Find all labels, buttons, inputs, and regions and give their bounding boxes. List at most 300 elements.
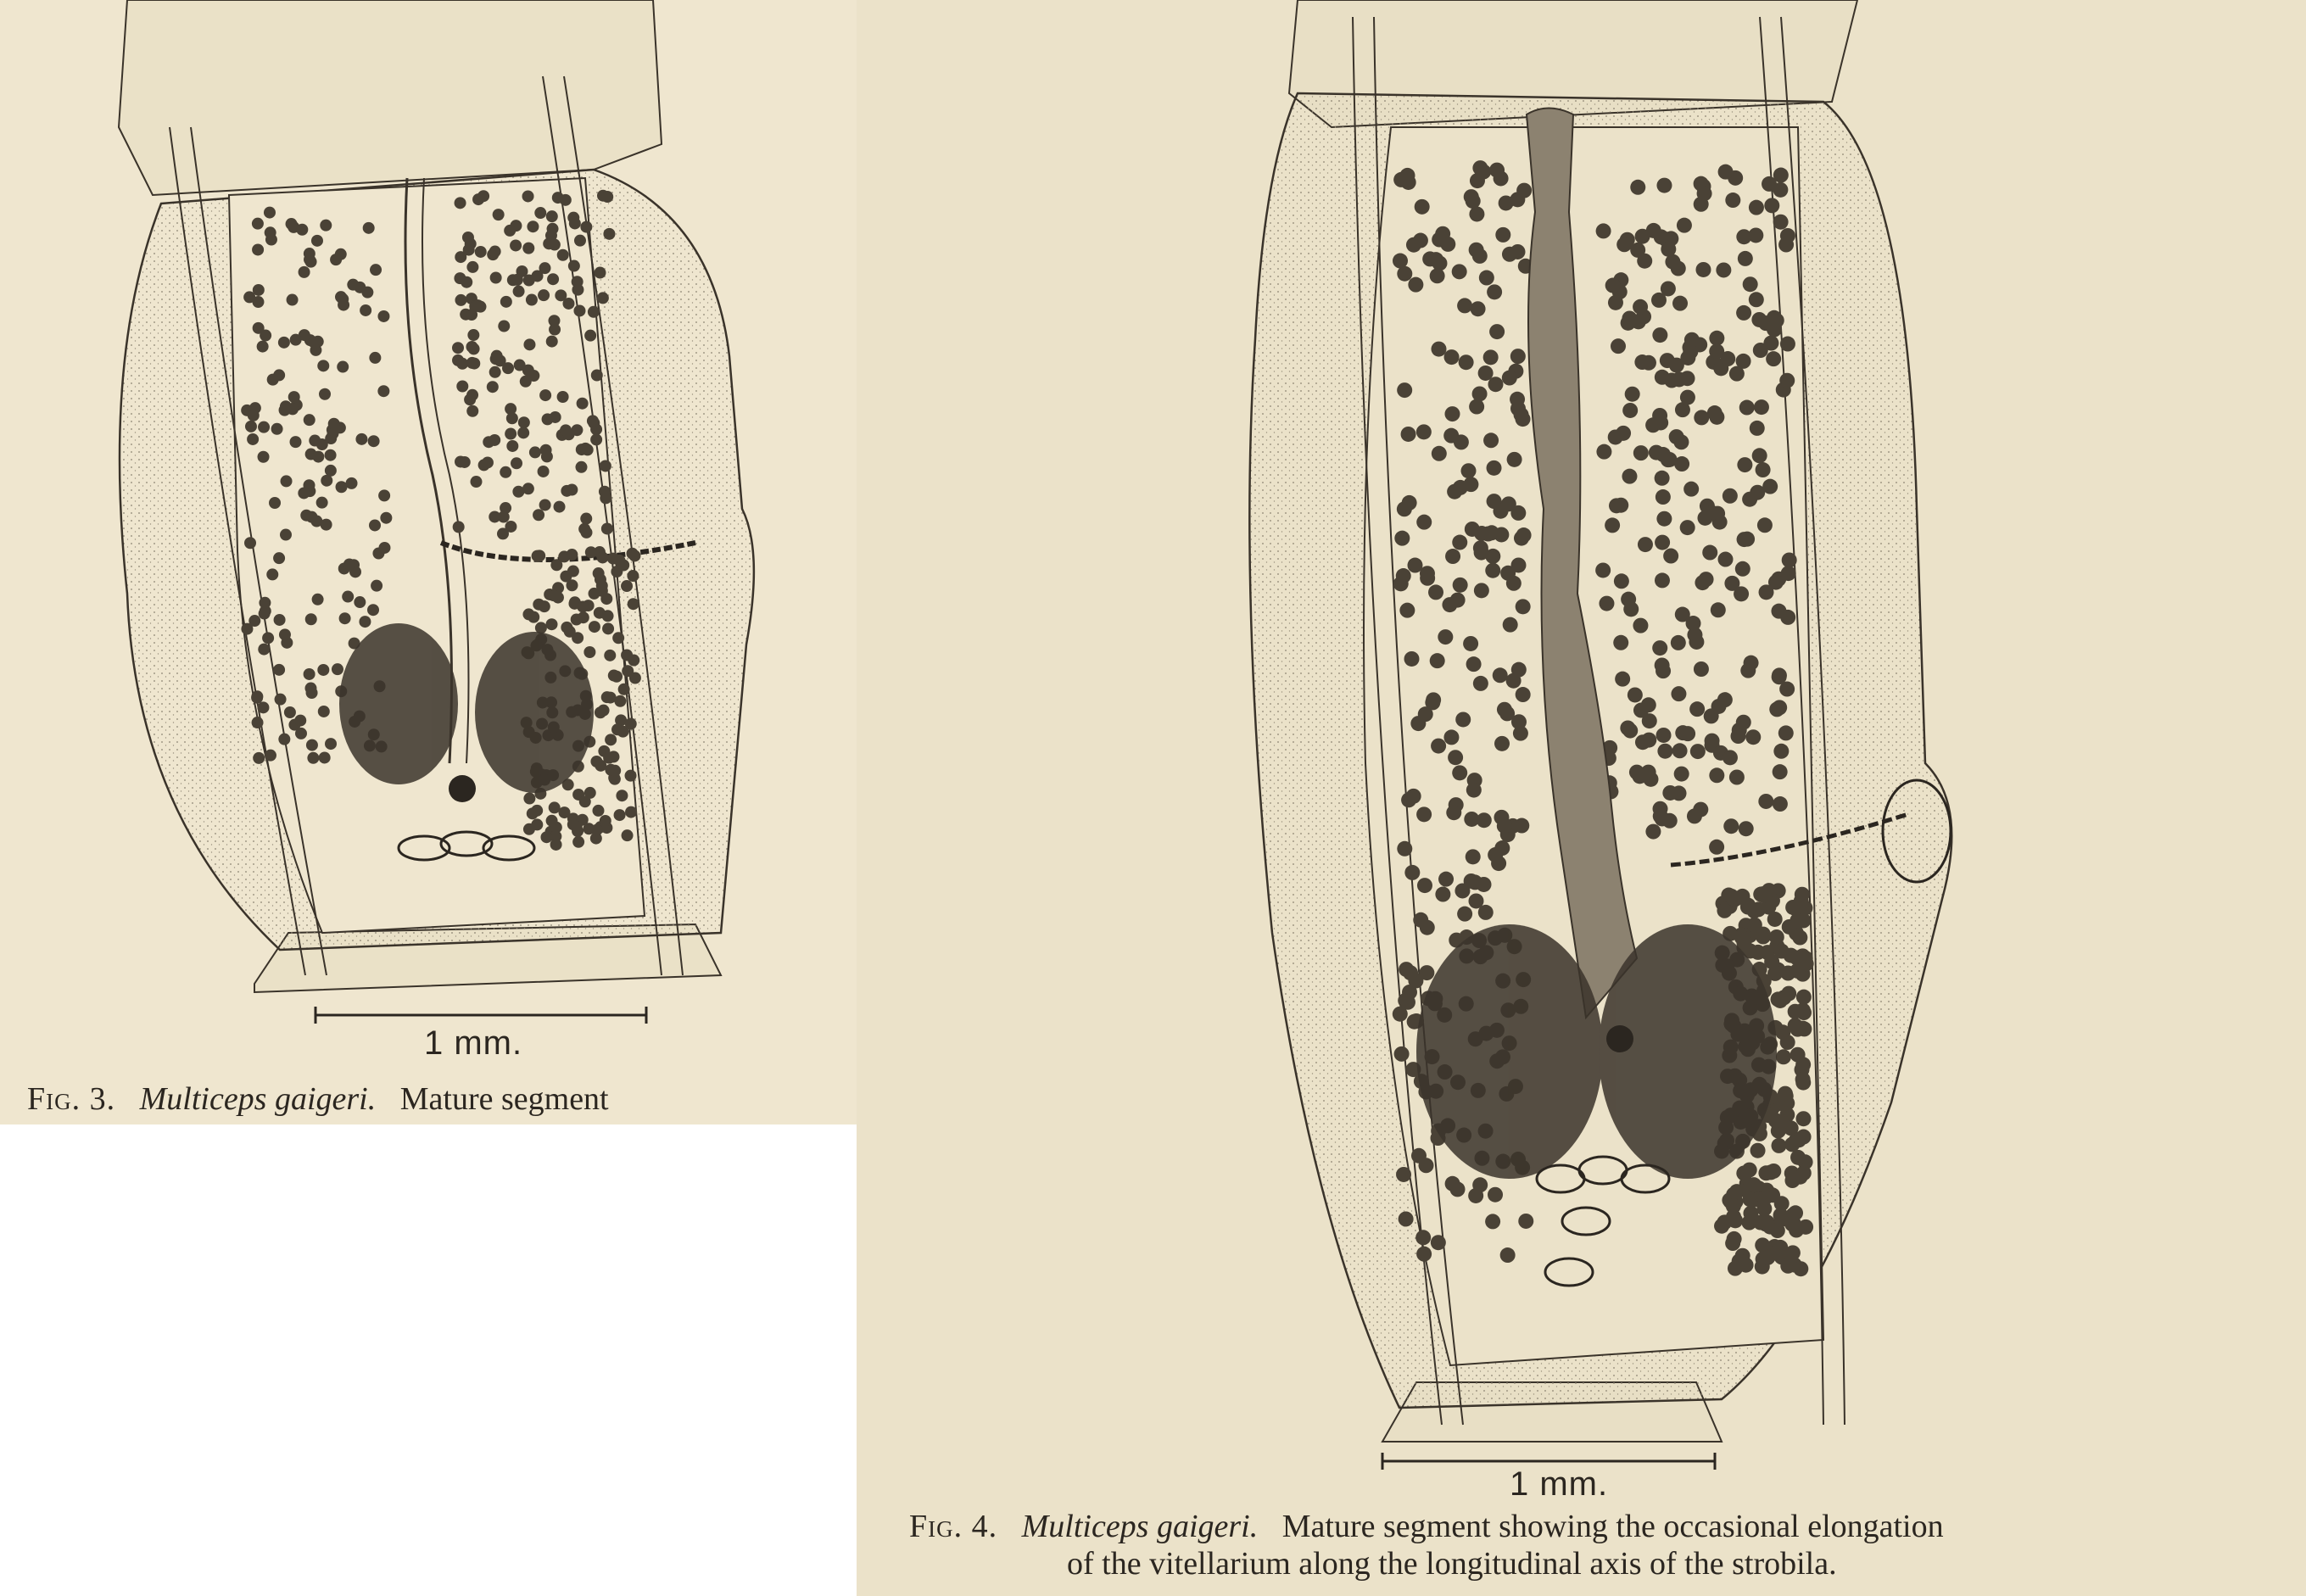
testis-dot [566,549,578,561]
testis-dot [287,294,299,306]
testis-dot [625,718,637,730]
testis-dot [1408,277,1423,293]
testis-dot [523,793,535,805]
testis-dot [597,551,609,563]
testis-dot [1416,424,1432,439]
scale-label-fig4: 1 mm. [1510,1465,1609,1503]
testis-dot [1689,701,1705,717]
testis-dot [274,614,286,626]
testis-dot [1774,944,1790,959]
testis-dot [1779,373,1795,388]
testis-dot [505,427,516,439]
testis-dot [613,555,625,566]
testis-dot [1401,792,1416,807]
testis-dot [539,389,551,401]
testis-dot [1694,410,1709,425]
testis-dot [1417,878,1432,893]
testis-dot [522,190,534,202]
testis-dot [1638,537,1653,552]
testis-dot [1784,1216,1800,1231]
fig3-text: Mature segment [399,1081,609,1117]
testis-dot [497,527,509,539]
testis-dot [1625,387,1640,402]
testis-dot [1699,572,1714,587]
testis-dot [252,243,264,255]
testis-dot [1795,1072,1811,1087]
testis-dot [489,434,500,446]
testis-dot [1645,824,1661,840]
testis-dot [1445,549,1460,564]
testis-dot [1734,930,1750,946]
testis-dot [1615,672,1630,687]
testis-dot [1443,428,1459,444]
testis-dot [1779,682,1795,697]
testis-dot [1655,535,1670,550]
testis-dot [1493,667,1508,683]
testis-dot [1605,517,1620,533]
testis-dot [1488,1187,1503,1203]
testis-dot [1672,743,1688,758]
testis-dot [532,550,544,562]
testis-dot [1780,965,1795,980]
testis-dot [336,481,348,493]
testis-dot [628,598,639,610]
testis-dot [1431,1235,1446,1250]
testis-dot [1438,872,1454,887]
testis-dot [466,261,478,273]
testis-dot [546,815,558,827]
testis-dot [532,270,544,282]
testis-dot [284,706,296,718]
testis-dot [528,611,539,623]
testis-dot [571,613,583,625]
testis-dot [321,519,332,531]
testis-dot [609,765,621,777]
testis-dot [328,418,340,430]
testis-dot [1746,1177,1762,1192]
testis-dot [1445,1176,1460,1191]
testis-dot [1420,566,1435,581]
testis-dot [1493,504,1508,519]
testis-dot [1461,463,1477,478]
testis-dot [461,276,472,288]
testis-dot [360,304,371,316]
testis-dot [317,360,329,371]
testis-dot [572,836,584,848]
testis-dot [628,655,639,667]
testis-dot [1669,358,1684,373]
testis-dot [1671,261,1686,276]
testis-dot [466,341,477,353]
fig4-species: Multiceps gaigeri. [1021,1509,1259,1544]
testis-dot [1723,488,1738,504]
testis-dot [1689,634,1704,650]
testis-dot [580,221,592,233]
testis-dot [600,460,611,472]
testis-dot [1711,602,1726,617]
testis-dot [1773,1240,1788,1255]
testis-dot [625,770,637,782]
testis-dot [1661,281,1676,296]
testis-dot [1415,199,1430,215]
testis-dot [550,411,561,423]
testis-dot [498,321,510,332]
testis-dot [1785,900,1801,915]
testis-dot [580,513,592,525]
testis-dot [466,405,478,417]
testis-dot [247,433,259,445]
testis-dot [244,537,256,549]
testis-dot [1506,576,1522,591]
testis-dot [593,567,605,579]
testis-dot [1471,301,1486,316]
testis-dot [1448,750,1463,765]
testis-dot [1707,405,1723,421]
testis-dot [1796,990,1812,1005]
testis-dot [1724,889,1739,904]
testis-dot [1464,812,1479,827]
testis-dot [338,299,349,311]
testis-dot [1671,686,1686,701]
testis-dot [1782,552,1797,567]
testis-dot [527,220,539,232]
testis-dot [1428,584,1443,600]
testis-dot [1418,1158,1433,1173]
testis-dot [1613,498,1628,513]
testis-dot [601,191,613,203]
testis-dot [540,831,552,843]
testis-dot [1393,254,1408,269]
testis-dot [545,618,557,630]
testis-dot [1758,1165,1773,1180]
testis-dot [1469,243,1484,258]
testis-dot [320,220,332,232]
testis-dot [500,296,512,308]
testis-dot [1494,736,1510,751]
testis-dot [1478,905,1494,920]
testis-dot [1770,1223,1785,1238]
testis-dot [1415,1230,1431,1245]
testis-dot [262,632,274,644]
testis-dot [1431,342,1446,357]
testis-dot [269,497,281,509]
testis-dot [1760,1250,1775,1265]
testis-dot [1613,635,1628,650]
testis-dot [549,324,561,336]
testis-dot [1738,251,1753,266]
testis-dot [1494,170,1509,186]
testis-dot [591,369,603,381]
testis-dot [574,235,586,247]
testis-dot [1748,227,1763,243]
testis-dot [1754,399,1769,415]
testis-dot [1790,1150,1806,1165]
testis-dot [1683,482,1699,497]
testis-dot [1766,351,1781,366]
testis-dot [1750,1143,1766,1158]
testis-dot [1444,349,1460,365]
testis-dot [1473,676,1488,691]
testis-dot [1661,242,1676,257]
testis-dot [561,622,572,633]
testis-dot [547,273,559,285]
testis-dot [1798,1219,1813,1235]
testis-dot [1438,629,1453,645]
testis-dot [377,385,389,397]
testis-dot [265,226,276,238]
testis-dot [325,449,337,461]
testis-dot [1662,813,1678,829]
testis-dot [1503,617,1518,633]
testis-dot [1398,993,1413,1008]
testis-dot [1516,599,1531,614]
testis-dot [368,435,380,447]
testis-dot [359,616,371,628]
testis-dot [595,706,606,718]
testis-dot [316,438,328,450]
testis-dot [573,304,585,316]
testis-dot [628,550,640,561]
testis-dot [1487,460,1502,476]
testis-dot [510,239,522,251]
testis-dot [265,750,276,762]
testis-dot [1608,295,1623,310]
testis-dot [538,466,550,477]
figure-4-panel [857,0,2306,1596]
testis-dot [520,376,532,388]
testis-dot [1680,390,1695,405]
testis-dot [280,529,292,541]
testis-dot [1664,373,1679,388]
testis-dot [472,193,484,205]
testis-dot [305,613,317,625]
testis-dot [1694,661,1709,677]
testis-dot [248,615,260,627]
testis-dot [1459,354,1474,370]
testis-dot [1595,562,1611,578]
testis-dot [1472,386,1488,401]
testis-dot [559,806,571,818]
testis-dot [1773,764,1788,779]
testis-dot [1430,268,1445,283]
testis-dot [1452,264,1467,279]
testis-dot [1724,576,1739,591]
testis-dot [1466,656,1482,672]
testis-dot [1497,818,1512,834]
testis-dot [306,511,318,523]
testis-dot [278,734,290,745]
fig3-species: Multiceps gaigeri. [139,1081,377,1117]
testis-dot [258,451,270,463]
testis-dot [1510,349,1526,364]
testis-dot [1516,527,1532,543]
testis-dot [1778,237,1794,253]
testis-dot [258,421,270,433]
testis-dot [1502,371,1517,386]
testis-dot [1796,1165,1812,1180]
testis-dot [577,600,589,612]
testis-dot [463,244,475,256]
testis-dot [560,194,572,206]
testis-dot [602,610,614,622]
testis-dot [584,787,596,799]
testis-dot [1489,324,1505,339]
testis-dot [614,809,626,821]
testis-dot [1739,1258,1754,1273]
testis-dot [1432,255,1447,271]
testis-dot [1652,640,1667,656]
testis-dot [589,621,600,633]
testis-dot [1736,715,1751,730]
testis-dot [557,249,569,261]
testis-dot [1463,636,1478,651]
testis-dot [342,591,354,603]
testis-dot [592,805,604,817]
testis-dot [1633,618,1648,633]
testis-dot [1481,527,1496,542]
testis-dot [588,306,600,318]
testis-dot [1397,382,1412,398]
testis-dot [290,334,302,346]
testis-dot [1518,1214,1533,1229]
testis-dot [1430,653,1445,668]
testis-dot [1466,783,1482,798]
testis-dot [325,465,337,477]
testis-dot [378,542,390,554]
testis-dot [294,715,306,727]
testis-dot [621,580,633,592]
testis-dot [1469,206,1484,221]
testis-dot [1746,903,1762,918]
testis-dot [572,632,583,644]
testis-dot [1743,276,1758,292]
testis-dot [455,294,466,306]
testis-dot [1485,563,1500,578]
testis-dot [1790,913,1805,929]
testis-dot [1633,299,1648,315]
testis-dot [325,738,337,750]
testis-dot [490,353,502,365]
testis-dot [583,823,595,834]
testis-dot [1702,545,1717,561]
testis-dot [462,232,474,243]
testis-dot [517,427,529,438]
testis-dot [1497,702,1512,717]
testis-dot [514,360,526,371]
testis-dot [603,752,615,764]
testis-dot [575,461,587,473]
testis-dot [1757,517,1773,533]
testis-dot [482,456,494,468]
testis-dot [245,421,257,432]
testis-dot [248,410,260,421]
testis-dot [546,336,558,348]
testis-dot [1511,714,1527,729]
testis-dot [1479,271,1494,286]
caption-fig3 [27,1080,609,1118]
testis-dot [1435,887,1450,902]
testis-dot [523,823,535,835]
testis-dot [278,337,290,349]
testis-dot [1516,687,1531,702]
testis-dot [1404,865,1420,880]
testis-dot [1406,237,1421,253]
testis-dot [455,197,466,209]
testis-dot [1672,296,1688,311]
testis-dot [1655,471,1670,486]
testis-dot [339,612,351,624]
testis-dot [257,341,269,353]
testis-dot [1704,505,1719,521]
testis-dot [1510,244,1526,259]
testis-dot [579,443,591,455]
testis-dot [561,485,572,497]
testis-dot [493,209,505,220]
testis-dot [1514,818,1529,834]
testis-dot [1690,744,1706,759]
testis-dot [616,790,628,801]
testis-dot [355,433,367,445]
testis-dot [1455,883,1470,898]
testis-dot [1709,840,1724,855]
testis-dot [1630,180,1645,195]
testis-dot [571,821,583,833]
testis-dot [470,476,482,488]
testis-dot [304,668,315,680]
testis-dot [1452,535,1467,550]
testis-dot [1773,168,1789,183]
testis-dot [604,650,616,661]
testis-dot [1669,429,1684,444]
testis-dot [627,570,639,582]
testis-dot [1749,292,1764,307]
testis-dot [1457,298,1472,313]
testis-dot [529,446,541,458]
testis-dot [259,597,271,609]
testis-dot [605,734,617,745]
testis-dot [1717,903,1732,918]
testis-dot [1634,354,1650,370]
testis-dot [513,286,525,298]
testis-dot [380,512,392,524]
testis-dot [1431,739,1446,754]
testis-dot [275,694,287,706]
testis-dot [312,594,324,605]
testis-dot [1739,532,1755,547]
testis-dot [1780,610,1795,625]
testis-dot [538,289,550,301]
testis-dot [1752,448,1767,463]
testis-dot [475,246,487,258]
testis-dot [629,672,641,684]
testis-dot [370,264,382,276]
testis-dot [1394,531,1410,546]
testis-dot [452,342,464,354]
testis-dot [257,701,269,713]
testis-dot [1735,561,1750,577]
testis-dot [337,361,349,373]
fig3-label: Fig. 3. [27,1081,116,1117]
testis-dot [539,499,551,511]
testis-dot [1500,1247,1516,1263]
testis-dot [522,243,534,254]
testis-dot [1695,262,1711,277]
testis-dot [296,224,308,236]
testis-dot [1477,877,1492,892]
testis-dot [1455,712,1471,727]
testis-dot [466,357,478,369]
testis-dot [252,717,264,728]
